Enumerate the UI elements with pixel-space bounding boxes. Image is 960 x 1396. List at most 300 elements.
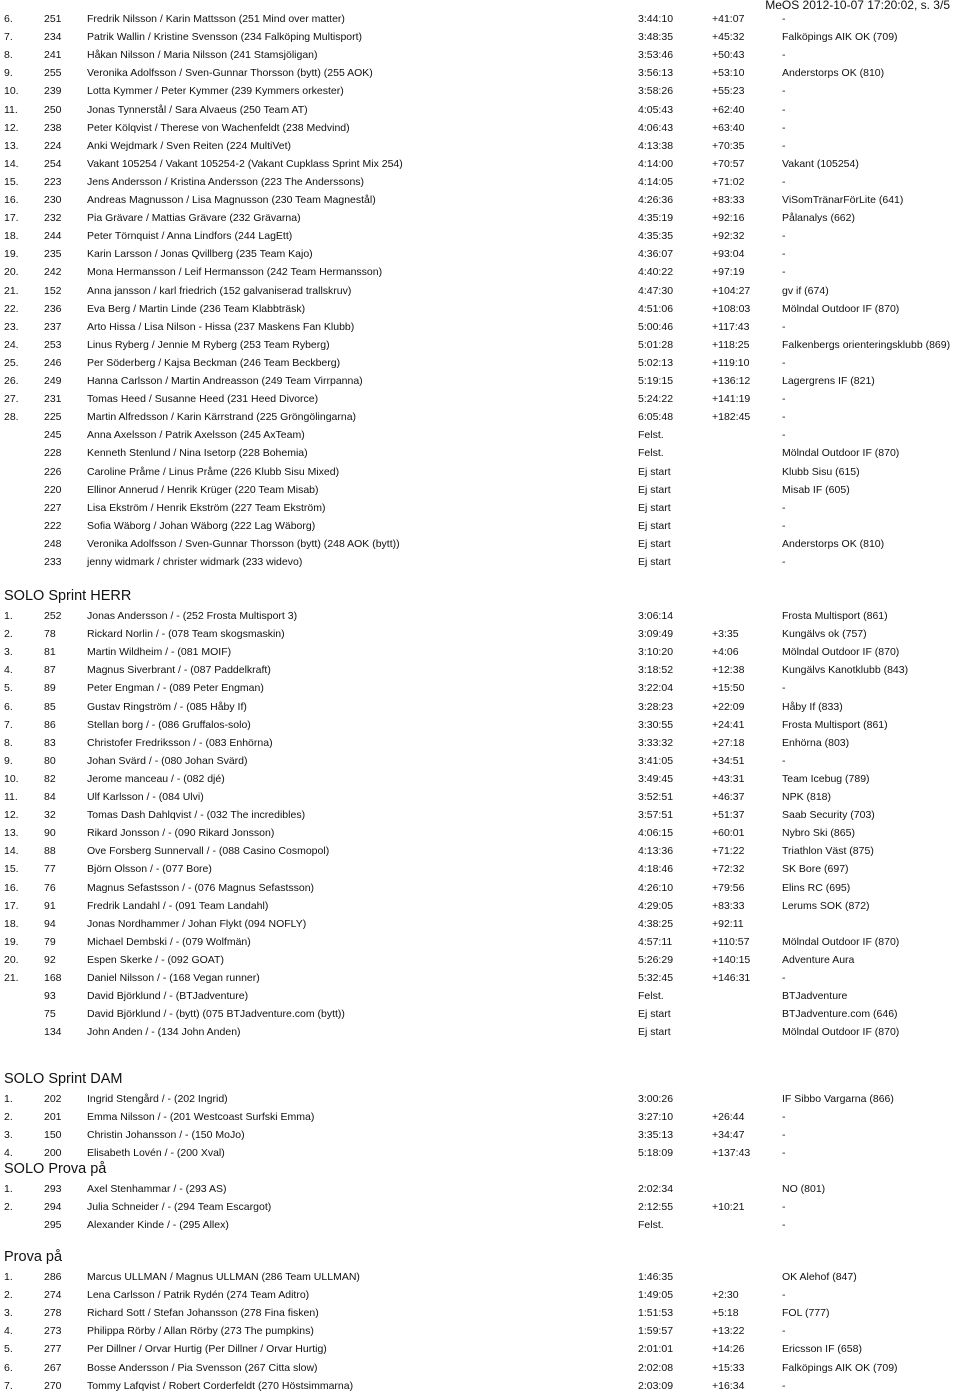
time-cell: Felst. bbox=[638, 1219, 664, 1232]
team-name-cell: Richard Sott / Stefan Johansson (278 Fina fisken) bbox=[87, 1307, 319, 1320]
club-cell: - bbox=[782, 1379, 786, 1392]
result-row bbox=[0, 211, 960, 225]
section-title: SOLO Prova på bbox=[4, 1161, 107, 1177]
team-name-cell: Peter Engman / - (089 Peter Engman) bbox=[87, 682, 264, 695]
time-cell: 2:02:34 bbox=[638, 1183, 674, 1195]
bib-cell: 225 bbox=[44, 411, 62, 424]
club-cell: Anderstorps OK (810) bbox=[782, 67, 885, 80]
result-row bbox=[0, 1379, 960, 1393]
time-cell: Ej start bbox=[638, 556, 671, 568]
position-cell: 2. bbox=[4, 1289, 13, 1302]
bib-cell: 227 bbox=[44, 501, 62, 514]
bib-cell: 150 bbox=[44, 1129, 62, 1142]
bib-cell: 248 bbox=[44, 537, 62, 550]
time-cell: Felst. bbox=[638, 447, 664, 460]
bib-cell: 230 bbox=[44, 194, 62, 206]
team-name-cell: Peter Kölqvist / Therese von Wachenfeldt (238 Medvind) bbox=[87, 121, 350, 134]
club-cell: Falköpings AIK OK (709) bbox=[782, 1361, 898, 1374]
position-cell: 13. bbox=[4, 827, 19, 840]
result-row bbox=[0, 627, 960, 641]
position-cell: 7. bbox=[4, 1379, 13, 1392]
bib-cell: 134 bbox=[44, 1026, 62, 1039]
team-name-cell: Anna jansson / karl friedrich (152 galvaniserad trallskruv) bbox=[87, 284, 352, 297]
bib-cell: 82 bbox=[44, 772, 56, 785]
time-cell: 2:02:08 bbox=[638, 1361, 674, 1374]
result-row bbox=[0, 555, 960, 569]
time-behind-cell: +46:37 bbox=[712, 791, 745, 803]
time-cell: 3:48:35 bbox=[638, 31, 674, 44]
result-row bbox=[0, 193, 960, 207]
result-row bbox=[0, 1288, 960, 1302]
section-title: SOLO Sprint HERR bbox=[4, 588, 132, 604]
club-cell: - bbox=[782, 972, 786, 984]
club-cell: NO (801) bbox=[782, 1183, 826, 1195]
time-behind-cell: +15:33 bbox=[712, 1361, 745, 1374]
position-cell: 2. bbox=[4, 1201, 13, 1214]
bib-cell: 86 bbox=[44, 718, 56, 731]
team-name-cell: Fredrik Landahl / - (091 Team Landahl) bbox=[87, 899, 269, 912]
time-behind-cell: +71:22 bbox=[712, 845, 745, 858]
bib-cell: 78 bbox=[44, 628, 56, 641]
club-cell: Klubb Sisu (615) bbox=[782, 465, 860, 478]
team-name-cell: Håkan Nilsson / Maria Nilsson (241 Stamsjöligan) bbox=[87, 49, 318, 62]
bib-cell: 246 bbox=[44, 356, 62, 369]
team-name-cell: Johan Svärd / - (080 Johan Svärd) bbox=[87, 754, 248, 767]
result-row bbox=[0, 284, 960, 298]
time-cell: 4:51:06 bbox=[638, 302, 674, 315]
time-behind-cell: +51:37 bbox=[712, 809, 745, 822]
result-row bbox=[0, 229, 960, 243]
result-row bbox=[0, 736, 960, 750]
time-behind-cell: +117:43 bbox=[712, 320, 750, 333]
result-row bbox=[0, 1128, 960, 1142]
time-behind-cell: +15:50 bbox=[712, 682, 745, 695]
time-cell: 3:35:13 bbox=[638, 1129, 674, 1142]
bib-cell: 251 bbox=[44, 13, 62, 25]
time-cell: Ej start bbox=[638, 1026, 671, 1039]
position-cell: 6. bbox=[4, 700, 13, 713]
position-cell: 19. bbox=[4, 935, 19, 948]
time-cell: 5:19:15 bbox=[638, 375, 674, 387]
bib-cell: 245 bbox=[44, 429, 62, 442]
page-header: MeOS 2012-10-07 17:20:02, s. 3/5 bbox=[765, 0, 950, 12]
club-cell: - bbox=[782, 1325, 786, 1338]
result-row bbox=[0, 971, 960, 985]
time-behind-cell: +83:33 bbox=[712, 194, 745, 206]
result-row bbox=[0, 356, 960, 370]
result-row bbox=[0, 48, 960, 62]
position-cell: 13. bbox=[4, 139, 19, 152]
time-cell: 5:01:28 bbox=[638, 338, 674, 351]
time-behind-cell: +119:10 bbox=[712, 356, 750, 369]
club-cell: Saab Security (703) bbox=[782, 809, 875, 822]
result-row bbox=[0, 103, 960, 117]
time-behind-cell: +62:40 bbox=[712, 103, 745, 116]
time-cell: 3:52:51 bbox=[638, 791, 674, 803]
team-name-cell: Rickard Norlin / - (078 Team skogsmaskin) bbox=[87, 628, 285, 641]
team-name-cell: Rikard Jonsson / - (090 Rikard Jonsson) bbox=[87, 827, 275, 840]
bib-cell: 231 bbox=[44, 393, 62, 406]
club-cell: IF Sibbo Vargarna (866) bbox=[782, 1093, 894, 1105]
team-name-cell: Lotta Kymmer / Peter Kymmer (239 Kymmers orkester) bbox=[87, 85, 344, 98]
position-cell: 22. bbox=[4, 302, 19, 315]
bib-cell: 241 bbox=[44, 49, 62, 62]
position-cell: 3. bbox=[4, 1129, 13, 1142]
result-row bbox=[0, 446, 960, 460]
position-cell: 17. bbox=[4, 899, 19, 912]
time-behind-cell: +45:32 bbox=[712, 31, 745, 44]
team-name-cell: Karin Larsson / Jonas Qvillberg (235 Team Kajo) bbox=[87, 248, 313, 261]
result-row bbox=[0, 862, 960, 876]
team-name-cell: Emma Nilsson / - (201 Westcoast Surfski Emma) bbox=[87, 1111, 315, 1124]
club-cell: Lerums SOK (872) bbox=[782, 899, 870, 912]
team-name-cell: Alexander Kinde / - (295 Allex) bbox=[87, 1219, 229, 1232]
club-cell: Kungälvs Kanotklubb (843) bbox=[782, 664, 909, 677]
team-name-cell: Christofer Fredriksson / - (083 Enhörna) bbox=[87, 736, 273, 749]
bib-cell: 32 bbox=[44, 809, 56, 822]
time-cell: 3:44:10 bbox=[638, 13, 674, 25]
team-name-cell: Stellan borg / - (086 Gruffalos-solo) bbox=[87, 718, 251, 731]
club-cell: - bbox=[782, 556, 786, 568]
time-behind-cell: +50:43 bbox=[712, 49, 745, 62]
position-cell: 14. bbox=[4, 157, 19, 170]
team-name-cell: Lena Carlsson / Patrik Rydén (274 Team Aditro) bbox=[87, 1289, 310, 1302]
team-name-cell: Ingrid Stengård / - (202 Ingrid) bbox=[87, 1093, 228, 1105]
time-behind-cell: +12:38 bbox=[712, 664, 745, 677]
time-behind-cell: +63:40 bbox=[712, 121, 745, 134]
club-cell: - bbox=[782, 266, 786, 279]
position-cell: 19. bbox=[4, 248, 19, 261]
bib-cell: 77 bbox=[44, 863, 56, 876]
time-behind-cell: +27:18 bbox=[712, 736, 745, 749]
time-cell: 3:53:46 bbox=[638, 49, 674, 62]
club-cell: Mölndal Outdoor IF (870) bbox=[782, 646, 900, 659]
club-cell: - bbox=[782, 320, 786, 333]
position-cell: 4. bbox=[4, 1325, 13, 1338]
team-name-cell: Veronika Adolfsson / Sven-Gunnar Thorsson (bytt) (255 AOK) bbox=[87, 67, 373, 80]
team-name-cell: Magnus Sefastsson / - (076 Magnus Sefastsson) bbox=[87, 881, 315, 894]
time-cell: 3:58:26 bbox=[638, 85, 674, 98]
bib-cell: 267 bbox=[44, 1361, 62, 1374]
result-row bbox=[0, 66, 960, 80]
result-row bbox=[0, 30, 960, 44]
team-name-cell: Gustav Ringström / - (085 Håby If) bbox=[87, 700, 247, 713]
bib-cell: 270 bbox=[44, 1379, 62, 1392]
bib-cell: 235 bbox=[44, 248, 62, 261]
time-cell: 3:22:04 bbox=[638, 682, 674, 695]
bib-cell: 226 bbox=[44, 465, 62, 478]
position-cell: 17. bbox=[4, 212, 19, 225]
team-name-cell: Eva Berg / Martin Linde (236 Team Klabbträsk) bbox=[87, 302, 306, 315]
bib-cell: 92 bbox=[44, 953, 56, 966]
club-cell: - bbox=[782, 248, 786, 261]
team-name-cell: Caroline Pråme / Linus Pråme (226 Klubb Sisu Mixed) bbox=[87, 465, 340, 478]
bib-cell: 250 bbox=[44, 103, 62, 116]
team-name-cell: Pia Grävare / Mattias Grävare (232 Grävarna) bbox=[87, 212, 301, 225]
club-cell: gv if (674) bbox=[782, 284, 829, 297]
team-name-cell: Espen Skerke / - (092 GOAT) bbox=[87, 953, 224, 966]
result-row bbox=[0, 917, 960, 931]
position-cell: 21. bbox=[4, 972, 19, 984]
club-cell: Team Icebug (789) bbox=[782, 772, 870, 785]
position-cell: 10. bbox=[4, 85, 19, 98]
bib-cell: 84 bbox=[44, 791, 56, 803]
club-cell: Enhörna (803) bbox=[782, 736, 850, 749]
club-cell: - bbox=[782, 1129, 786, 1142]
club-cell: - bbox=[782, 519, 786, 532]
position-cell: 18. bbox=[4, 917, 19, 930]
team-name-cell: Per Dillner / Orvar Hurtig (Per Dillner / Orvar Hurtig) bbox=[87, 1343, 327, 1356]
team-name-cell: Anki Wejdmark / Sven Reiten (224 MultiVet) bbox=[87, 139, 292, 152]
club-cell: - bbox=[782, 393, 786, 406]
bib-cell: 239 bbox=[44, 85, 62, 98]
team-name-cell: Axel Stenhammar / - (293 AS) bbox=[87, 1183, 227, 1195]
club-cell: Triathlon Väst (875) bbox=[782, 845, 874, 858]
result-row bbox=[0, 84, 960, 98]
team-name-cell: David Björklund / - (bytt) (075 BTJadventure.com (bytt)) bbox=[87, 1008, 345, 1021]
time-behind-cell: +5:18 bbox=[712, 1307, 739, 1320]
time-behind-cell: +92:11 bbox=[712, 917, 744, 930]
club-cell: - bbox=[782, 754, 786, 767]
bib-cell: 88 bbox=[44, 845, 56, 858]
bib-cell: 223 bbox=[44, 175, 62, 188]
bib-cell: 233 bbox=[44, 556, 62, 568]
time-cell: 5:26:29 bbox=[638, 953, 674, 966]
team-name-cell: Tomas Heed / Susanne Heed (231 Heed Divorce) bbox=[87, 393, 319, 406]
club-cell: SK Bore (697) bbox=[782, 863, 849, 876]
position-cell: 25. bbox=[4, 356, 19, 369]
result-row bbox=[0, 392, 960, 406]
bib-cell: 224 bbox=[44, 139, 62, 152]
time-cell: 4:13:38 bbox=[638, 139, 674, 152]
club-cell: Adventure Aura bbox=[782, 953, 855, 966]
result-row bbox=[0, 139, 960, 153]
position-cell: 5. bbox=[4, 1343, 13, 1356]
bib-cell: 273 bbox=[44, 1325, 62, 1338]
time-cell: Ej start bbox=[638, 537, 671, 550]
team-name-cell: Philippa Rörby / Allan Rörby (273 The pumpkins) bbox=[87, 1325, 314, 1338]
club-cell: - bbox=[782, 1289, 786, 1302]
bib-cell: 249 bbox=[44, 375, 62, 387]
position-cell: 4. bbox=[4, 1147, 13, 1160]
result-row bbox=[0, 663, 960, 677]
team-name-cell: Martin Alfredsson / Karin Kärrstrand (225 Gröngölingarna) bbox=[87, 411, 357, 424]
position-cell: 21. bbox=[4, 284, 19, 297]
position-cell: 11. bbox=[4, 791, 18, 803]
result-row bbox=[0, 989, 960, 1003]
club-cell: Anderstorps OK (810) bbox=[782, 537, 885, 550]
time-behind-cell: +146:31 bbox=[712, 972, 751, 984]
team-name-cell: Kenneth Stenlund / Nina Isetorp (228 Bohemia) bbox=[87, 447, 308, 460]
result-row bbox=[0, 320, 960, 334]
time-behind-cell: +53:10 bbox=[712, 67, 745, 80]
time-cell: Felst. bbox=[638, 429, 664, 442]
bib-cell: 293 bbox=[44, 1183, 62, 1195]
position-cell: 16. bbox=[4, 881, 19, 894]
bib-cell: 76 bbox=[44, 881, 56, 894]
time-cell: 4:29:05 bbox=[638, 899, 674, 912]
position-cell: 20. bbox=[4, 266, 19, 279]
position-cell: 7. bbox=[4, 31, 13, 44]
time-cell: 3:00:26 bbox=[638, 1093, 674, 1105]
time-behind-cell: +43:31 bbox=[712, 772, 745, 785]
bib-cell: 83 bbox=[44, 736, 56, 749]
position-cell: 1. bbox=[4, 610, 13, 622]
position-cell: 9. bbox=[4, 67, 13, 80]
time-cell: 6:05:48 bbox=[638, 411, 674, 424]
bib-cell: 242 bbox=[44, 266, 62, 279]
club-cell: Lagergrens IF (821) bbox=[782, 375, 875, 387]
result-row bbox=[0, 410, 960, 424]
result-row bbox=[0, 790, 960, 804]
time-cell: 3:33:32 bbox=[638, 736, 674, 749]
result-row bbox=[0, 1146, 960, 1160]
bib-cell: 94 bbox=[44, 917, 56, 930]
position-cell: 18. bbox=[4, 230, 19, 243]
position-cell: 8. bbox=[4, 49, 13, 62]
team-name-cell: Jonas Tynnerstål / Sara Alvaeus (250 Team AT) bbox=[87, 103, 308, 116]
section-title: Prova på bbox=[4, 1249, 63, 1265]
bib-cell: 252 bbox=[44, 610, 62, 622]
bib-cell: 80 bbox=[44, 754, 56, 767]
position-cell: 7. bbox=[4, 718, 13, 731]
bib-cell: 89 bbox=[44, 682, 56, 695]
time-cell: Ej start bbox=[638, 501, 671, 514]
time-behind-cell: +108:03 bbox=[712, 302, 751, 315]
team-name-cell: John Anden / - (134 John Anden) bbox=[87, 1026, 241, 1039]
team-name-cell: Daniel Nilsson / - (168 Vegan runner) bbox=[87, 972, 260, 984]
time-cell: 3:41:05 bbox=[638, 754, 674, 767]
team-name-cell: Martin Wildheim / - (081 MOIF) bbox=[87, 646, 232, 659]
time-cell: 2:03:09 bbox=[638, 1379, 674, 1392]
result-row bbox=[0, 1025, 960, 1039]
bib-cell: 254 bbox=[44, 157, 62, 170]
time-behind-cell: +13:22 bbox=[712, 1325, 745, 1338]
time-cell: 4:38:25 bbox=[638, 917, 674, 930]
time-behind-cell: +118:25 bbox=[712, 338, 750, 351]
time-cell: 3:10:20 bbox=[638, 646, 674, 659]
club-cell: - bbox=[782, 1147, 786, 1160]
time-cell: 3:30:55 bbox=[638, 718, 674, 731]
position-cell: 4. bbox=[4, 664, 13, 677]
team-name-cell: Tomas Dash Dahlqvist / - (032 The incredibles) bbox=[87, 809, 306, 822]
team-name-cell: Lisa Ekström / Henrik Ekström (227 Team Ekström) bbox=[87, 501, 326, 514]
club-cell: OK Alehof (847) bbox=[782, 1271, 857, 1283]
time-behind-cell: +136:12 bbox=[712, 375, 751, 387]
team-name-cell: Jerome manceau / - (082 djé) bbox=[87, 772, 225, 785]
club-cell: - bbox=[782, 230, 786, 243]
position-cell: 15. bbox=[4, 863, 19, 876]
time-cell: 5:00:46 bbox=[638, 320, 674, 333]
result-row bbox=[0, 609, 960, 623]
team-name-cell: Fredrik Nilsson / Karin Mattsson (251 Mind over matter) bbox=[87, 13, 345, 25]
team-name-cell: Marcus ULLMAN / Magnus ULLMAN (286 Team ULLMAN) bbox=[87, 1271, 360, 1283]
time-cell: 5:02:13 bbox=[638, 356, 674, 369]
club-cell: Mölndal Outdoor IF (870) bbox=[782, 1026, 900, 1039]
club-cell: - bbox=[782, 429, 786, 442]
team-name-cell: Michael Dembski / - (079 Wolfmän) bbox=[87, 935, 251, 948]
team-name-cell: Andreas Magnusson / Lisa Magnusson (230 Team Magnestål) bbox=[87, 194, 376, 206]
club-cell: Håby If (833) bbox=[782, 700, 843, 713]
team-name-cell: Jonas Nordhammer / Johan Flykt (094 NOFLY) bbox=[87, 917, 307, 930]
time-behind-cell: +93:04 bbox=[712, 248, 745, 261]
club-cell: Vakant (105254) bbox=[782, 157, 859, 170]
time-cell: 5:24:22 bbox=[638, 393, 674, 406]
time-behind-cell: +104:27 bbox=[712, 284, 751, 297]
team-name-cell: Peter Törnquist / Anna Lindfors (244 LagEtt) bbox=[87, 230, 293, 243]
result-row bbox=[0, 1200, 960, 1214]
result-row bbox=[0, 681, 960, 695]
club-cell: Falköpings AIK OK (709) bbox=[782, 31, 898, 44]
bib-cell: 85 bbox=[44, 700, 56, 713]
result-row bbox=[0, 645, 960, 659]
time-behind-cell: +110:57 bbox=[712, 935, 750, 948]
result-row bbox=[0, 772, 960, 786]
bib-cell: 286 bbox=[44, 1271, 62, 1283]
bib-cell: 90 bbox=[44, 827, 56, 840]
team-name-cell: Mona Hermansson / Leif Hermansson (242 Team Hermansson) bbox=[87, 266, 383, 279]
position-cell: 2. bbox=[4, 628, 13, 641]
result-row bbox=[0, 1361, 960, 1375]
team-name-cell: Magnus Siverbrant / - (087 Paddelkraft) bbox=[87, 664, 271, 677]
club-cell: - bbox=[782, 49, 786, 62]
bib-cell: 278 bbox=[44, 1307, 62, 1320]
position-cell: 20. bbox=[4, 953, 19, 966]
position-cell: 6. bbox=[4, 1361, 13, 1374]
team-name-cell: Julia Schneider / - (294 Team Escargot) bbox=[87, 1201, 272, 1214]
result-row bbox=[0, 338, 960, 352]
time-cell: 3:18:52 bbox=[638, 664, 674, 677]
position-cell: 15. bbox=[4, 175, 19, 188]
result-row bbox=[0, 501, 960, 515]
bib-cell: 202 bbox=[44, 1093, 62, 1105]
section-title: SOLO Sprint DAM bbox=[4, 1071, 123, 1087]
time-cell: 4:40:22 bbox=[638, 266, 674, 279]
team-name-cell: Tommy Lafqvist / Robert Corderfeldt (270 Höstsimmarna) bbox=[87, 1379, 354, 1392]
position-cell: 10. bbox=[4, 772, 19, 785]
time-behind-cell: +70:35 bbox=[712, 139, 745, 152]
time-cell: 4:13:36 bbox=[638, 845, 674, 858]
team-name-cell: Ellinor Annerud / Henrik Krüger (220 Team Misab) bbox=[87, 483, 319, 496]
team-name-cell: Jens Andersson / Kristina Andersson (223 The Anderssons) bbox=[87, 175, 365, 188]
result-row bbox=[0, 175, 960, 189]
team-name-cell: Elisabeth Lovén / - (200 Xval) bbox=[87, 1147, 225, 1160]
result-row bbox=[0, 537, 960, 551]
team-name-cell: Bosse Andersson / Pia Svensson (267 Citta slow) bbox=[87, 1361, 318, 1374]
team-name-cell: Jonas Andersson / - (252 Frosta Multisport 3) bbox=[87, 610, 298, 622]
club-cell: Kungälvs ok (757) bbox=[782, 628, 867, 641]
bib-cell: 168 bbox=[44, 972, 62, 984]
bib-cell: 91 bbox=[44, 899, 56, 912]
result-row bbox=[0, 1092, 960, 1106]
time-behind-cell: +34:51 bbox=[712, 754, 745, 767]
result-row bbox=[0, 1342, 960, 1356]
result-row bbox=[0, 1007, 960, 1021]
team-name-cell: Veronika Adolfsson / Sven-Gunnar Thorsson (bytt) (248 AOK (bytt)) bbox=[87, 537, 400, 550]
position-cell: 24. bbox=[4, 338, 19, 351]
time-cell: 3:28:23 bbox=[638, 700, 674, 713]
club-cell: - bbox=[782, 682, 786, 695]
bib-cell: 274 bbox=[44, 1289, 62, 1302]
bib-cell: 201 bbox=[44, 1111, 62, 1124]
team-name-cell: Arto Hissa / Lisa Nilson - Hissa (237 Maskens Fan Klubb) bbox=[87, 320, 355, 333]
bib-cell: 93 bbox=[44, 990, 56, 1003]
position-cell: 27. bbox=[4, 393, 19, 406]
time-cell: 5:32:45 bbox=[638, 972, 674, 984]
team-name-cell: Patrik Wallin / Kristine Svensson (234 Falköping Multisport) bbox=[87, 31, 363, 44]
club-cell: FOL (777) bbox=[782, 1307, 830, 1320]
result-row bbox=[0, 374, 960, 388]
